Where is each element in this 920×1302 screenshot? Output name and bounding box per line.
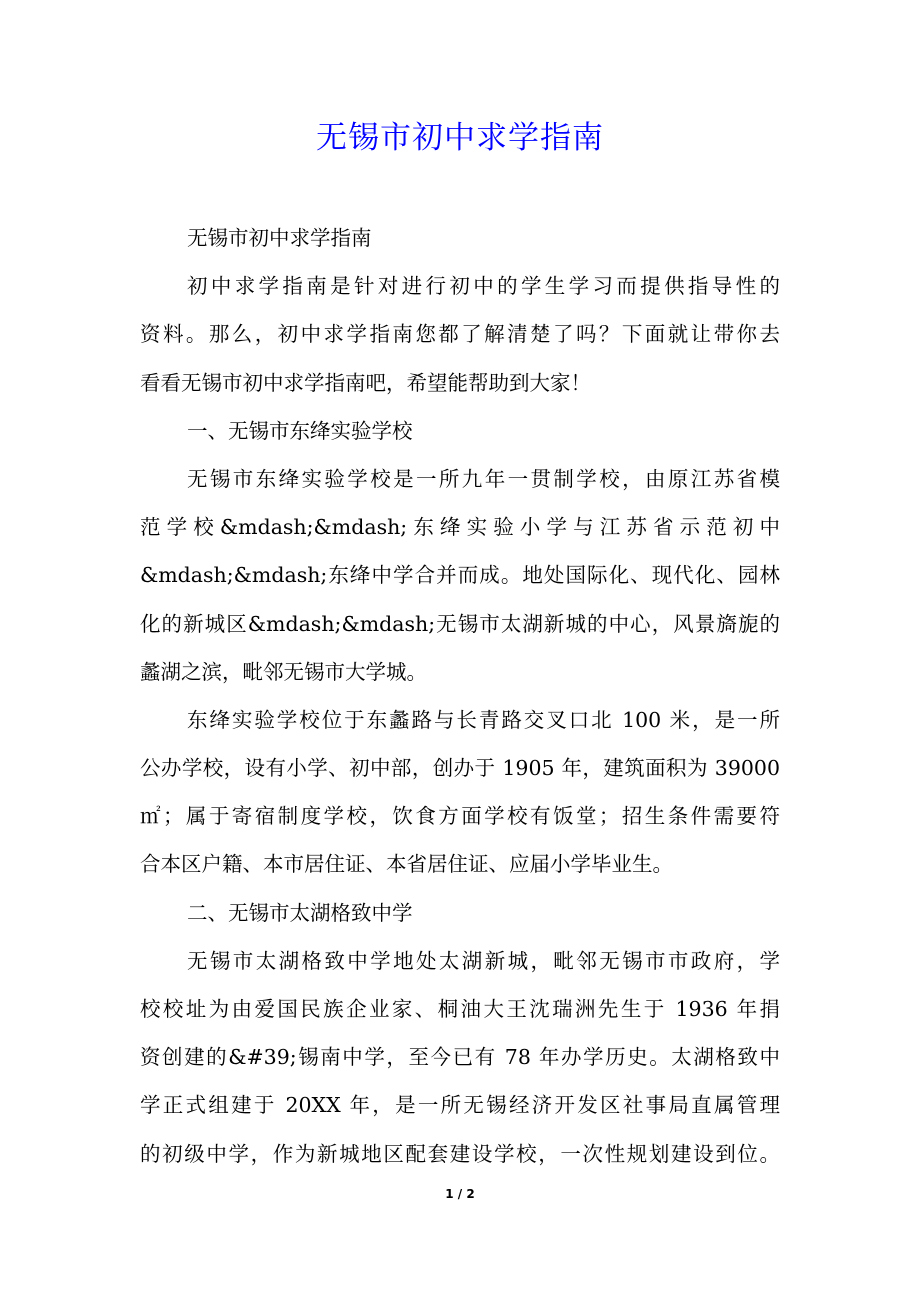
text-line: 合本区户籍、本市居住证、本省居住证、应届小学毕业生。 xyxy=(140,852,673,877)
text-line: ㎡；属于寄宿制度学校，饮食方面学校有饭堂；招生条件需要符 xyxy=(140,804,780,829)
text-line: 蠡湖之滨，毗邻无锡市大学城。 xyxy=(140,659,427,684)
text-line: 公办学校，设有小学、初中部，创办于 1905 年，建筑面积为 39000 xyxy=(140,756,780,781)
document-body xyxy=(140,214,780,1178)
text-line: 无锡市东绛实验学校是一所九年一贯制学校，由原江苏省模 xyxy=(187,466,780,491)
text-line: 二、无锡市太湖格致中学 xyxy=(187,900,413,925)
text-line: &mdash;&mdash;东绛中学合并而成。地处国际化、现代化、园林 xyxy=(140,563,780,588)
text-line: 无锡市太湖格致中学地处太湖新城，毗邻无锡市市政府，学 xyxy=(187,948,780,973)
text-line: 的初级中学，作为新城地区配套建设学校，一次性规划建设到位。 xyxy=(140,1141,780,1166)
page-number: 1 / 2 xyxy=(445,1187,475,1201)
text-line: 校校址为由爱国民族企业家、桐油大王沈瑞洲先生于 1936 年捐 xyxy=(140,997,780,1021)
text-line: 资创建的&#39;锡南中学，至今已有 78 年办学历史。太湖格致中 xyxy=(140,1045,780,1070)
text-line: 学正式组建于 20XX 年，是一所无锡经济开发区社事局直属管理 xyxy=(140,1093,780,1118)
document-title: 无锡市初中求学指南 xyxy=(316,120,604,156)
text-line: 东绛实验学校位于东蠡路与长青路交叉口北 100 米，是一所 xyxy=(187,707,780,732)
text-line: 一、无锡市东绛实验学校 xyxy=(187,418,413,443)
text-line: 看看无锡市初中求学指南吧，希望能帮助到大家！ xyxy=(140,370,591,395)
text-line: 初中求学指南是针对进行初中的学生学习而提供指导性的 xyxy=(187,274,780,299)
text-line: 化的新城区&mdash;&mdash;无锡市太湖新城的中心，风景旖旎的 xyxy=(140,611,780,636)
text-line: 范学校&mdash;&mdash;东绛实验小学与江苏省示范初中 xyxy=(140,515,780,540)
text-line: 无锡市初中求学指南 xyxy=(187,226,372,250)
text-line: 资料。那么，初中求学指南您都了解清楚了吗？下面就让带你去 xyxy=(140,322,780,347)
